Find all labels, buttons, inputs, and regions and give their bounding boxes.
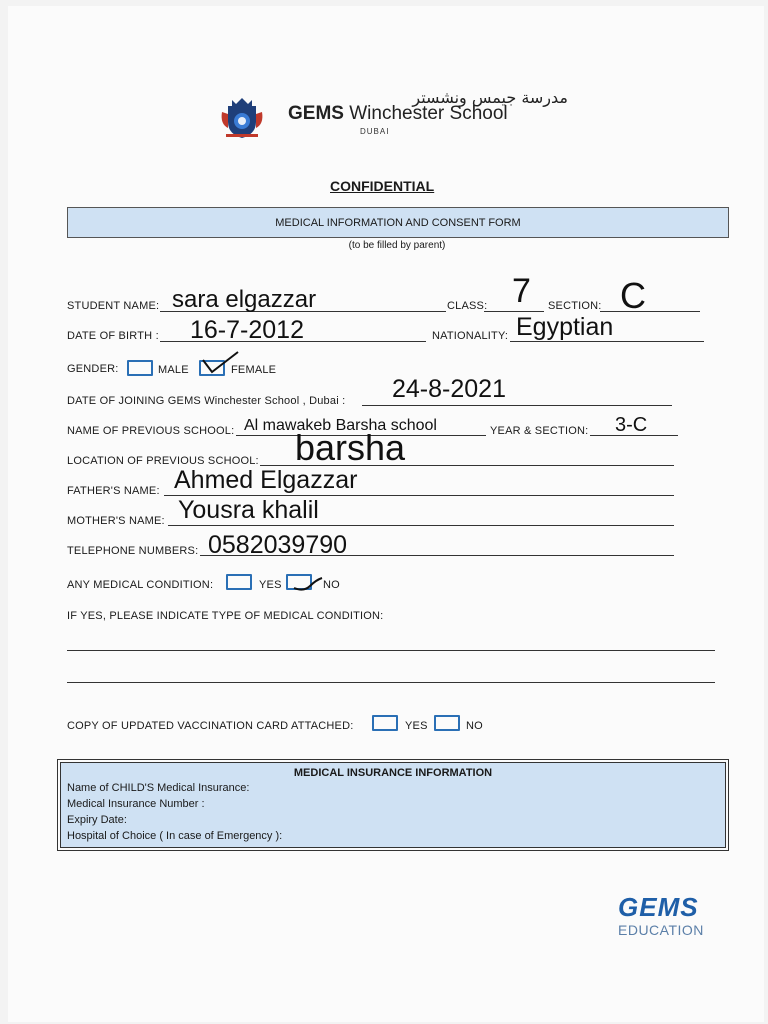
school-city: DUBAI <box>360 127 390 136</box>
gems-logo-text: GEMS <box>618 892 699 922</box>
gems-logo-sub: EDUCATION <box>618 922 704 938</box>
dob-value[interactable]: 16-7-2012 <box>190 316 304 344</box>
joining-value[interactable]: 24-8-2021 <box>392 375 506 403</box>
school-crest-logo <box>220 94 264 140</box>
father-label: FATHER'S NAME: <box>67 485 160 497</box>
vaccination-no-checkbox[interactable] <box>434 715 460 731</box>
insurance-title: MEDICAL INSURANCE INFORMATION <box>293 767 493 779</box>
condition-type-label: IF YES, PLEASE INDICATE TYPE OF MEDICAL CONDITION: <box>67 610 384 622</box>
school-name-arabic: مدرسة جيمس ونشستر <box>412 88 568 107</box>
prev-school-value[interactable]: Al mawakeb Barsha school <box>244 417 437 434</box>
nationality-underline <box>510 341 704 342</box>
location-value[interactable]: barsha <box>295 427 406 468</box>
student-name-label: STUDENT NAME: <box>67 300 160 312</box>
insurance-hospital-row[interactable]: Hospital of Choice ( In case of Emergency ): <box>67 830 283 842</box>
school-name <box>288 103 508 125</box>
dob-label: DATE OF BIRTH : <box>67 330 159 342</box>
gems-education-logo <box>618 894 718 938</box>
school-name-rest: Winchester School <box>349 103 508 124</box>
gender-male-label: MALE <box>158 364 189 376</box>
vaccination-no-label: NO <box>466 720 483 732</box>
class-underline <box>484 311 544 312</box>
father-value[interactable]: Ahmed Elgazzar <box>174 466 358 494</box>
form-banner <box>67 207 729 238</box>
phone-label: TELEPHONE NUMBERS: <box>67 545 199 557</box>
form-page <box>8 6 764 1022</box>
location-label: LOCATION OF PREVIOUS SCHOOL: <box>67 455 259 467</box>
vaccination-yes-label: YES <box>405 720 428 732</box>
student-name-value[interactable]: sara elgazzar <box>172 286 317 313</box>
insurance-panel <box>60 762 726 848</box>
nationality-label: NATIONALITY: <box>432 330 509 342</box>
year-section-label: YEAR & SECTION: <box>490 425 589 437</box>
school-name-bold: GEMS <box>288 103 344 124</box>
gender-female-label: FEMALE <box>231 364 277 376</box>
gender-male-checkbox[interactable] <box>127 360 153 376</box>
insurance-name-row[interactable]: Name of CHILD'S Medical Insurance: <box>67 782 250 794</box>
joining-underline <box>362 405 672 406</box>
phone-value[interactable]: 0582039790 <box>208 531 348 559</box>
class-label: CLASS: <box>447 300 488 312</box>
insurance-expiry-row[interactable]: Expiry Date: <box>67 814 127 826</box>
section-value[interactable]: C <box>620 275 646 316</box>
confidential-title: CONFIDENTIAL <box>330 178 435 194</box>
form-banner-title: MEDICAL INFORMATION AND CONSENT FORM <box>275 217 521 229</box>
medical-no-label: NO <box>323 579 340 591</box>
condition-line-2[interactable] <box>67 682 715 683</box>
medical-yes-label: YES <box>259 579 282 591</box>
mother-underline <box>168 525 674 526</box>
vaccination-label: COPY OF UPDATED VACCINATION CARD ATTACHED: <box>67 720 354 732</box>
mother-value[interactable]: Yousra khalil <box>178 496 319 524</box>
medical-condition-label: ANY MEDICAL CONDITION: <box>67 579 214 591</box>
prev-school-label: NAME OF PREVIOUS SCHOOL: <box>67 425 235 437</box>
class-value[interactable]: 7 <box>512 272 531 310</box>
gender-label: GENDER: <box>67 363 119 375</box>
vaccination-yes-checkbox[interactable] <box>372 715 398 731</box>
insurance-rows <box>61 780 725 844</box>
medical-no-checkmark-icon <box>290 572 326 594</box>
mother-label: MOTHER'S NAME: <box>67 515 165 527</box>
medical-yes-checkbox[interactable] <box>226 574 252 590</box>
section-underline <box>600 311 700 312</box>
form-note: (to be filled by parent) <box>348 240 446 251</box>
section-label: SECTION: <box>548 300 602 312</box>
year-section-value[interactable]: 3-C <box>615 414 648 436</box>
joining-label: DATE OF JOINING GEMS Winchester School , Dubai : <box>67 395 346 407</box>
insurance-number-row[interactable]: Medical Insurance Number : <box>67 798 205 810</box>
condition-line-1[interactable] <box>67 650 715 651</box>
nationality-value[interactable]: Egyptian <box>516 313 614 341</box>
